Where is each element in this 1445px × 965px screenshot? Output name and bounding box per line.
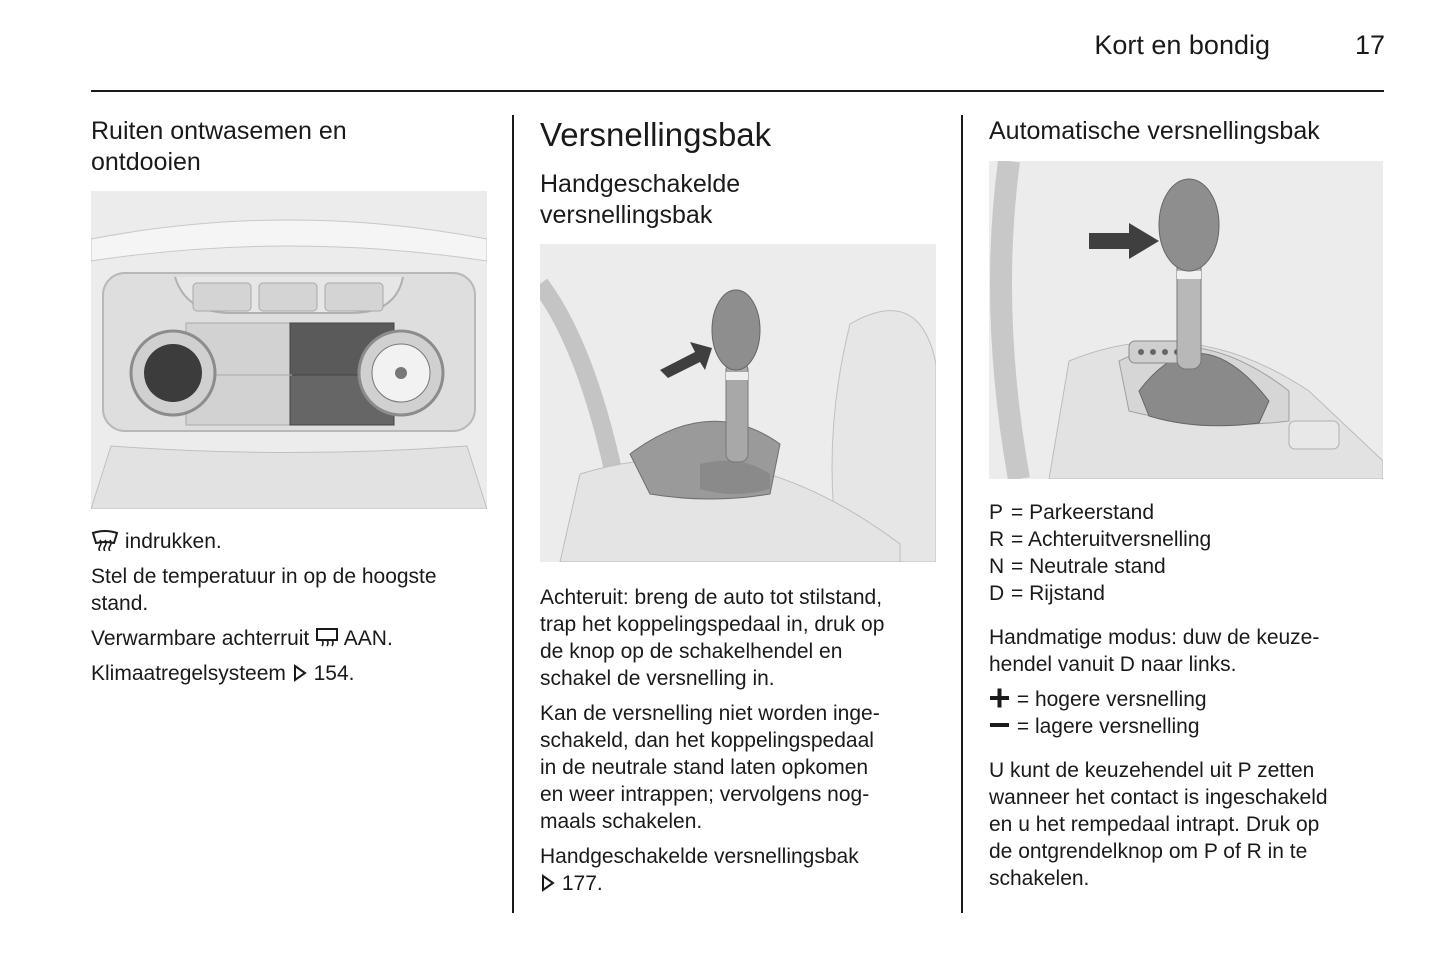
page-reference-icon [292,663,308,683]
page-number: 17 [1354,30,1385,60]
manual-gearshift-illustration [540,244,936,562]
section-heading-automatic: Automatische versnellingsbak [989,117,1320,145]
left-column [91,116,489,687]
section-title-gearbox: Versnellingsbak [540,116,772,153]
engage-gear-instruction: Kan de versnelling niet worden inge- schakeld, dan het koppelingspedaal in de neutrale stand laten opkomen en weer intrappen; vervolgens nog- maals schakelen. [540,702,880,833]
gear-position-p: P = Parkeerstand [989,501,1155,524]
shift-down-row: = lagere versnelling [989,713,1387,740]
windshield-defrost-icon [91,529,119,551]
rear-window-instruction: Verwarmbare achterruit AAN. [91,627,393,650]
park-release-instruction: U kunt de keuzehendel uit P zetten wanneer het contact is ingeschakeld en u het rempedaal intrapt. Druk op de ontgrendelknop om P of R in te schakelen. [989,759,1328,890]
gear-position-r: R = Achteruitversnelling [989,528,1212,551]
section-heading-defrost: Ruiten ontwasemen en ontdooien [91,117,347,176]
page-reference-icon [540,873,556,893]
header-rule [91,90,1384,92]
defrost-instruction: indrukken. [91,528,489,555]
gear-position-d: D = Rijstand [989,582,1105,605]
subsection-title-manual: Handgeschakelde versnellingsbak [540,170,741,229]
column-divider-2 [961,115,963,913]
climate-panel-illustration [91,191,487,509]
rear-window-heater-icon [315,626,339,648]
manual-gearbox-reference: Handgeschakelde versnellingsbak 177. [540,845,859,895]
middle-column [540,116,938,897]
header-title: Kort en bondig [1094,30,1270,60]
shift-up-row: = hogere versnelling [989,686,1387,713]
gear-position-n: N = Neutrale stand [989,555,1166,578]
right-column [989,116,1387,892]
manual-mode-keys [989,686,1387,740]
climate-reference: Klimaatregelsysteem 154. [91,662,355,685]
minus-icon [989,715,1011,735]
manual-mode-instruction: Handmatige modus: duw de keuze- hendel vanuit D naar links. [989,626,1320,676]
automatic-selector-illustration [989,161,1383,479]
reverse-instruction: Achteruit: breng de auto tot stilstand, trap het koppelingspedaal in, druk op de knop op de schakelhendel en schakel de versnelling in. [540,586,885,690]
gear-position-list [989,499,1387,607]
temperature-instruction: Stel de temperatuur in op de hoogste stand. [91,565,437,615]
column-divider-1 [512,115,514,913]
plus-icon [989,688,1011,708]
